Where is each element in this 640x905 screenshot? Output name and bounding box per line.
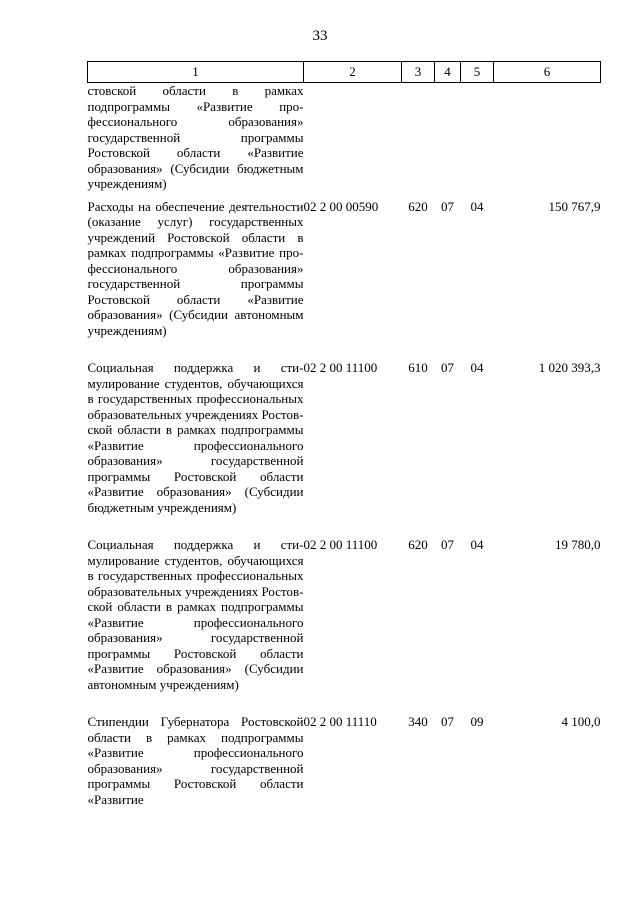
column-header-4: 4 [435, 62, 461, 83]
row-pr [461, 83, 494, 199]
row-vr: 340 [408, 714, 428, 729]
row-code: 02 2 00 11100 [303, 537, 378, 552]
header-row [88, 62, 601, 83]
budget-table [87, 61, 601, 807]
row-description: Расходы на обеспечение деятельности (оказание услуг) государственных учреждений Ростовской области в рамках подпрограммы «Развитие профессионального образования» государственной программы Ростовской области «Развитие образования» (Субсидии автономным учреждениям) [87, 198, 304, 338]
row-vr: 620 [408, 198, 428, 214]
row-description: Социальная поддержка и стимулирование студентов, обучающихся в государственных профессиональных образовательных учреждениях Ростовской области в рамках подпрограммы «Развитие профессионального образования» государственной программы Ростовской области «Развитие образования» (Субсидии бюджетным учреждениям) [87, 360, 304, 515]
row-vr: 610 [408, 360, 428, 375]
table-row [88, 537, 601, 714]
row-code: 02 2 00 11110 [303, 714, 377, 729]
column-header-2: 2 [304, 62, 402, 83]
row-amount: 150 767,9 [548, 198, 601, 214]
table-row [88, 360, 601, 537]
row-vr: 620 [408, 537, 428, 552]
table-row [88, 83, 601, 199]
row-pr: 04 [470, 198, 484, 214]
row-pr: 04 [470, 537, 484, 552]
row-amount [494, 83, 601, 199]
column-header-3: 3 [402, 62, 435, 83]
row-rz [435, 83, 461, 199]
row-rz: 07 [441, 714, 454, 729]
row-rz: 07 [441, 537, 454, 552]
row-pr: 09 [470, 714, 484, 729]
column-header-6: 6 [494, 62, 601, 83]
row-amount: 1 020 393,3 [538, 360, 601, 375]
table-row [88, 199, 601, 361]
row-description: Социальная поддержка и стимулирование студентов, обучающихся в государственных профессиональных образовательных учреждениях Ростовской области в рамках подпрограммы «Развитие профессионального образования» государственной программы Ростовской области «Развитие образования» (Субсидии автономным учреждениям) [87, 537, 304, 692]
row-rz: 07 [441, 198, 454, 214]
row-rz: 07 [441, 360, 454, 375]
row-code: 02 2 00 00590 [303, 198, 379, 214]
row-code [304, 83, 402, 199]
table-row [88, 714, 601, 807]
row-vr [402, 83, 435, 199]
column-header-1: 1 [88, 62, 304, 83]
row-description: стовской области в рамках подпрограммы «Развитие профессионального образования» государственной программы Ростовской области «Развитие образования» (Субсидии бюджетным учреждениям) [87, 83, 304, 191]
page-number: 33 [312, 28, 328, 44]
row-amount: 4 100,0 [561, 714, 601, 729]
row-amount: 19 780,0 [555, 537, 601, 552]
row-code: 02 2 00 11100 [303, 360, 378, 375]
row-description: Стипендии Губернатора Ростовской области в рамках подпрограммы «Развитие профессионального образования» государственной программы Ростовской области «Развитие [87, 714, 304, 807]
row-pr: 04 [470, 360, 484, 375]
column-header-5: 5 [461, 62, 494, 83]
